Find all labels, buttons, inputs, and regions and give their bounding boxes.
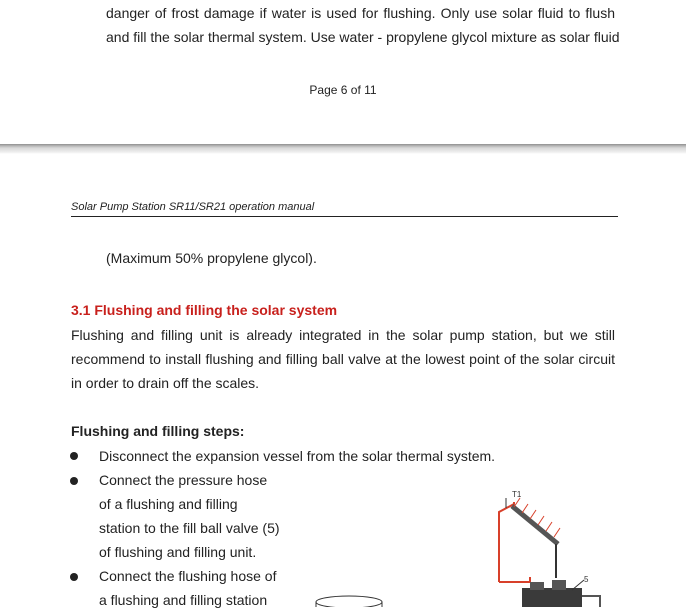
pump-station [522,588,582,607]
paragraph-line-3: in order to drain off the scales. [71,375,260,391]
page-separator [0,144,686,154]
pump-station-detail-2 [552,580,566,590]
step-2-line-2: of a flushing and filling [99,496,238,512]
header-rule [71,216,618,217]
document-header-title: Solar Pump Station SR11/SR21 operation manual [71,201,315,213]
return-pipe [499,577,530,582]
section-heading: 3.1 Flushing and filling the solar system [71,302,338,318]
step-1-line-1: Disconnect the expansion vessel from the solar thermal system. [99,448,496,464]
step-3-line-1: Connect the flushing hose of [99,568,277,584]
prev-page-line-1: danger of frost damage if water is used for flushing. Only use solar fluid to flush [106,5,615,21]
station-outlet-pipe [582,596,600,607]
bullet-3 [70,573,78,581]
prev-page-line-2: and fill the solar thermal system. Use water - propylene glycol mixture as solar fluid [106,29,620,45]
solar-circuit-pipe [499,502,514,582]
t1-label: T1 [512,490,522,499]
valve-5-label: 5 [584,575,589,584]
page-number: Page 6 of 11 [309,83,377,97]
step-3-line-2: a flushing and filling station [99,592,268,608]
solar-system-diagram [300,482,680,607]
step-2-line-4: of flushing and filling unit. [99,544,257,560]
pump-station-detail [530,582,544,590]
paragraph-line-2: recommend to install flushing and filling ball valve at the lowest point of the solar circuit [71,351,615,367]
step-2-line-3: station to the fill ball valve (5) [99,520,280,536]
expansion-vessel [316,596,382,607]
steps-heading: Flushing and filling steps: [71,423,245,439]
sun-rays [514,498,560,537]
paragraph-line-1: Flushing and filling unit is already integrated in the solar pump station, but we still [71,327,615,343]
continuation-text: (Maximum 50% propylene glycol). [106,250,317,266]
step-2-line-1: Connect the pressure hose [99,472,268,488]
bullet-1 [70,452,78,460]
bullet-2 [70,477,78,485]
